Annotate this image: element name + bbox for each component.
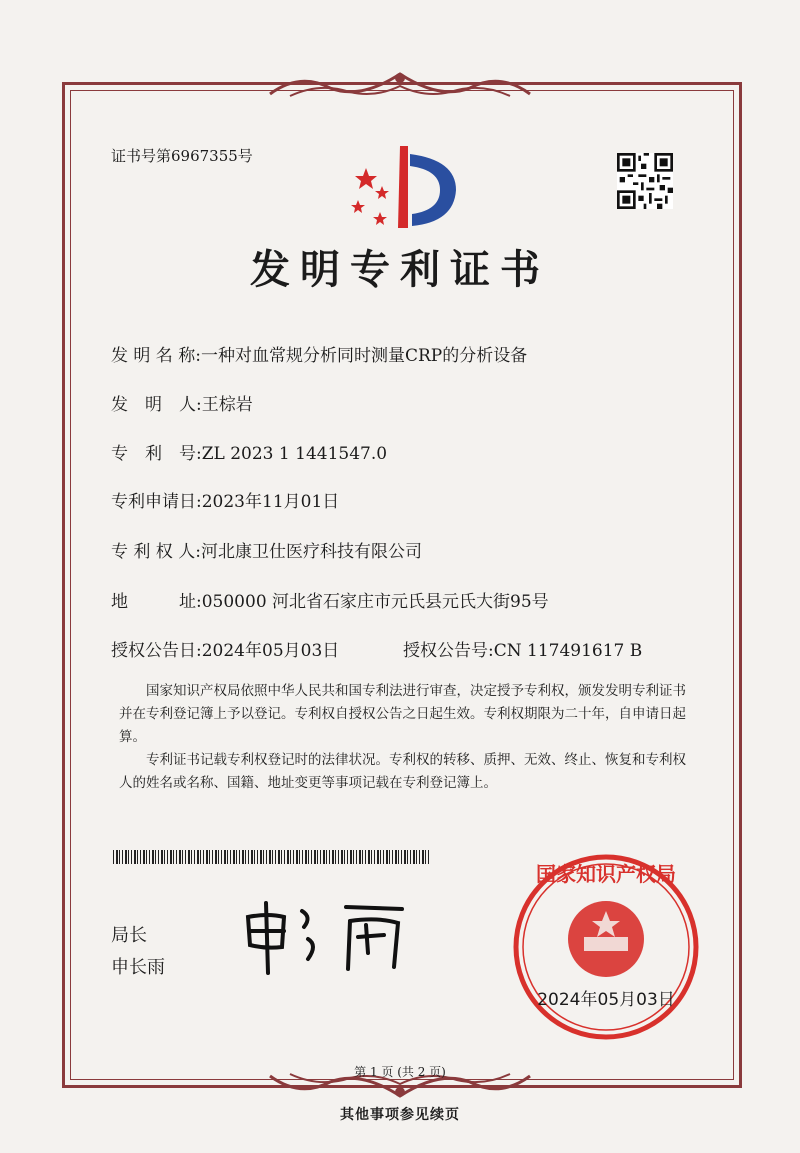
field-value: 2023年11月01日 bbox=[201, 492, 340, 512]
field-label: 专利申请日: bbox=[111, 492, 202, 512]
field-value: 王棕岩 bbox=[201, 395, 253, 415]
field-address bbox=[111, 587, 549, 612]
page-indicator: 第 1 页 (共 2 页) bbox=[354, 1065, 446, 1079]
field-label: 专 利 号: bbox=[111, 444, 202, 464]
field-patentee bbox=[111, 537, 422, 562]
cnipa-logo-icon bbox=[344, 140, 464, 232]
qr-code bbox=[617, 153, 673, 209]
field-value: 一种对血常规分析同时测量CRP的分析设备 bbox=[200, 346, 528, 366]
national-emblem-icon bbox=[568, 901, 644, 977]
certificate-number: 证书号第6967355号 bbox=[111, 147, 253, 165]
director-name: 申长雨 bbox=[111, 957, 165, 978]
grant-statement-paragraph: 国家知识产权局依照中华人民共和国专利法进行审查，决定授予专利权，颁发发明专利证书并在专利登记簿上予以登记。专利权自授权公告之日起生效。专利权期限为二十年，自申请日起算。 bbox=[119, 683, 686, 745]
footer-note: 其他事项参见续页 bbox=[340, 1107, 460, 1123]
field-value: ZL 2023 1 1441547.0 bbox=[201, 444, 388, 464]
legal-status-paragraph: 专利证书记载专利权登记时的法律状况。专利权的转移、质押、无效、终止、恢复和专利权人的姓名或名称、国籍、地址变更等事项记载在专利登记簿上。 bbox=[119, 752, 686, 791]
certificate-title: 发明专利证书 bbox=[250, 247, 550, 293]
seal-date: 2024年05月03日 bbox=[537, 990, 675, 1010]
field-patent-number bbox=[111, 439, 387, 464]
field-label: 发 明 人: bbox=[111, 395, 202, 415]
field-value: 2024年05月03日 bbox=[201, 641, 340, 661]
seal-ring-text: 国家知识产权局 bbox=[536, 862, 676, 886]
barcode bbox=[113, 850, 431, 864]
field-label: 专 利 权 人: bbox=[111, 542, 201, 562]
field-grant-number bbox=[403, 636, 642, 661]
field-value: 河北康卫仕医疗科技有限公司 bbox=[200, 542, 422, 562]
field-inventor bbox=[111, 390, 253, 415]
field-grant-date bbox=[111, 636, 339, 661]
field-label: 地 址: bbox=[111, 592, 202, 612]
field-label: 发 明 名 称: bbox=[111, 346, 201, 366]
field-application-date bbox=[111, 487, 339, 512]
director-signature bbox=[238, 895, 418, 977]
top-ornament bbox=[260, 66, 540, 102]
official-seal bbox=[506, 847, 706, 1047]
field-label: 授权公告号: bbox=[403, 641, 494, 661]
field-value: CN 117491617 B bbox=[493, 641, 643, 661]
field-label: 授权公告日: bbox=[111, 641, 202, 661]
field-value: 050000 河北省石家庄市元氏县元氏大街95号 bbox=[201, 592, 549, 612]
field-invention-name bbox=[111, 341, 527, 366]
director-title: 局长 bbox=[111, 925, 147, 946]
